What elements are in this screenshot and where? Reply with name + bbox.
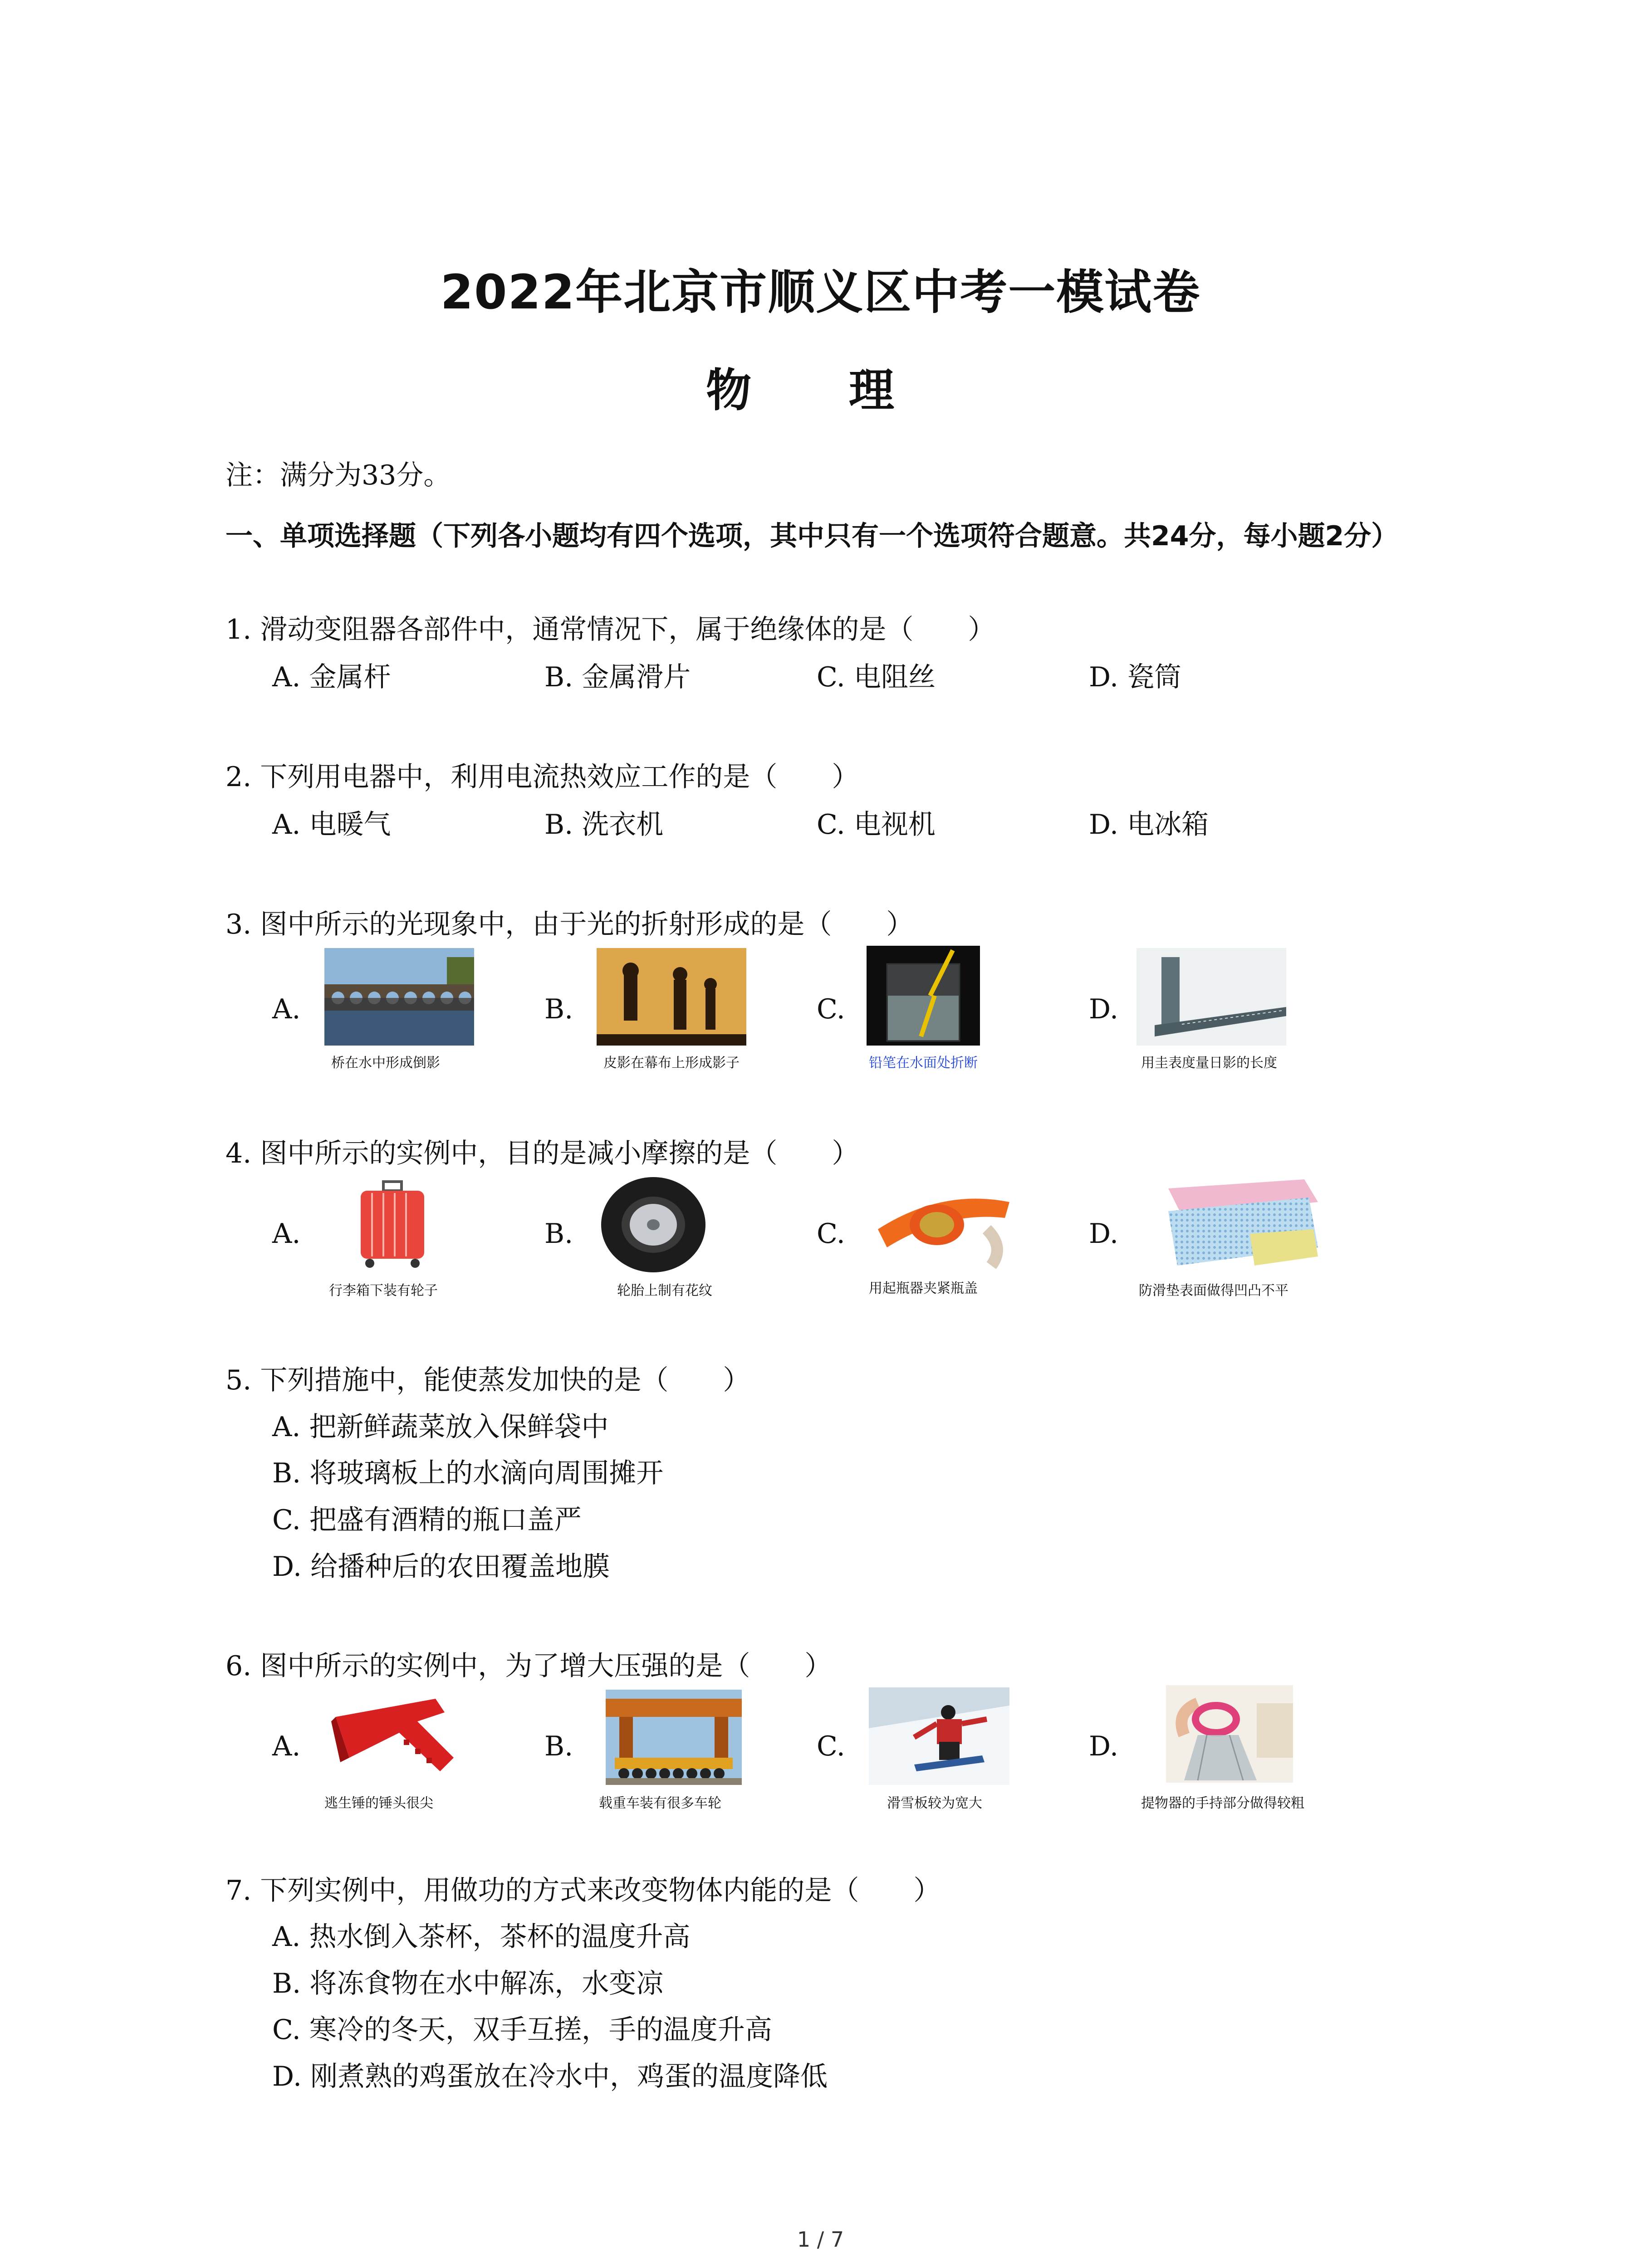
bridge-reflection-image[interactable]	[324, 948, 474, 1046]
question-6-stem: 6. 图中所示的实例中，为了增大压强的是（ ）	[225, 1650, 832, 1682]
snowboard-image[interactable]	[869, 1687, 1009, 1785]
q5-option-b[interactable]: B. 将玻璃板上的水滴向周围摊开	[272, 1457, 664, 1489]
gnomon-sundial-image[interactable]	[1136, 948, 1286, 1046]
question-2-stem: 2. 下列用电器中，利用电流热效应工作的是（ ）	[225, 761, 859, 793]
q6-caption-a: 逃生锤的锤头很尖	[324, 1795, 433, 1811]
q4-label-a[interactable]: A.	[272, 1218, 301, 1250]
q5-option-a[interactable]: A. 把新鲜蔬菜放入保鲜袋中	[272, 1411, 609, 1443]
q6-label-b[interactable]: B.	[544, 1730, 573, 1762]
question-3-stem: 3. 图中所示的光现象中，由于光的折射形成的是（ ）	[225, 909, 914, 940]
escape-hammer-image[interactable]	[331, 1690, 463, 1785]
q6-label-c[interactable]: C.	[817, 1730, 845, 1762]
q4-caption-b: 轮胎上制有花纹	[617, 1283, 712, 1299]
question-4-stem: 4. 图中所示的实例中，目的是减小摩擦的是（ ）	[225, 1138, 859, 1169]
q3-label-a[interactable]: A.	[272, 993, 301, 1025]
q2-option-c[interactable]: C. 电视机	[817, 809, 936, 841]
q3-caption-d: 用圭表度量日影的长度	[1141, 1055, 1277, 1071]
q7-option-d[interactable]: D. 刚煮熟的鸡蛋放在冷水中，鸡蛋的温度降低	[272, 2061, 828, 2092]
q4-label-d[interactable]: D.	[1089, 1218, 1119, 1250]
heavy-truck-image[interactable]	[606, 1690, 742, 1785]
suitcase-wheels-image[interactable]	[345, 1179, 440, 1270]
q1-option-d[interactable]: D. 瓷筒	[1089, 661, 1182, 693]
q1-option-b[interactable]: B. 金属滑片	[544, 661, 691, 693]
subject-title: 物 理	[706, 364, 935, 417]
q2-option-d[interactable]: D. 电冰箱	[1089, 809, 1209, 841]
q6-label-a[interactable]: A.	[272, 1730, 301, 1762]
q3-label-b[interactable]: B.	[544, 993, 573, 1025]
pencil-in-water-image[interactable]	[867, 946, 980, 1046]
q5-option-d[interactable]: D. 给播种后的农田覆盖地膜	[272, 1551, 610, 1583]
score-note: 注：满分为33分。	[225, 459, 451, 491]
q3-caption-b: 皮影在幕布上形成影子	[603, 1055, 740, 1071]
q3-caption-a: 桥在水中形成倒影	[331, 1055, 440, 1071]
section-heading: 一、单项选择题（下列各小题均有四个选项，其中只有一个选项符合题意。共24分，每小题2分）	[225, 520, 1399, 552]
q7-option-c[interactable]: C. 寒冷的冬天，双手互搓，手的温度升高	[272, 2014, 772, 2046]
q1-option-a[interactable]: A. 金属杆	[272, 661, 391, 693]
q6-caption-b: 载重车装有很多车轮	[599, 1795, 721, 1811]
bottle-opener-image[interactable]	[869, 1175, 1019, 1272]
q2-option-a[interactable]: A. 电暖气	[272, 809, 391, 841]
q5-option-c[interactable]: C. 把盛有酒精的瓶口盖严	[272, 1504, 582, 1536]
q6-label-d[interactable]: D.	[1089, 1730, 1119, 1762]
q2-option-b[interactable]: B. 洗衣机	[544, 809, 664, 841]
q4-label-c[interactable]: C.	[817, 1218, 845, 1250]
q4-caption-c: 用起瓶器夹紧瓶盖	[869, 1281, 978, 1296]
shadow-puppet-image[interactable]	[597, 948, 746, 1046]
q6-caption-d: 提物器的手持部分做得较粗	[1141, 1795, 1304, 1811]
q6-caption-c: 滑雪板较为宽大	[887, 1795, 982, 1811]
page-number: 1 / 7	[797, 2227, 844, 2252]
anti-slip-mat-image[interactable]	[1168, 1179, 1318, 1270]
question-7-stem: 7. 下列实例中，用做功的方式来改变物体内能的是（ ）	[225, 1875, 941, 1906]
q3-label-d[interactable]: D.	[1089, 993, 1119, 1025]
q3-caption-c: 铅笔在水面处折断	[869, 1055, 978, 1071]
exam-title: 2022年北京市顺义区中考一模试卷	[440, 264, 1201, 320]
q4-caption-a: 行李箱下装有轮子	[329, 1283, 438, 1299]
q4-label-b[interactable]: B.	[544, 1218, 573, 1250]
question-1-stem: 1. 滑动变阻器各部件中，通常情况下，属于绝缘体的是（ ）	[225, 614, 995, 645]
q1-option-c[interactable]: C. 电阻丝	[817, 661, 936, 693]
question-5-stem: 5. 下列措施中，能使蒸发加快的是（ ）	[225, 1364, 750, 1396]
q7-option-a[interactable]: A. 热水倒入茶杯，茶杯的温度升高	[272, 1921, 691, 1953]
q7-option-b[interactable]: B. 将冻食物在水中解冻，水变凉	[272, 1968, 664, 1999]
q4-caption-d: 防滑垫表面做得凹凸不平	[1139, 1283, 1288, 1299]
bag-carrier-image[interactable]	[1166, 1685, 1293, 1783]
q3-label-c[interactable]: C.	[817, 993, 845, 1025]
tire-tread-image[interactable]	[599, 1175, 708, 1275]
